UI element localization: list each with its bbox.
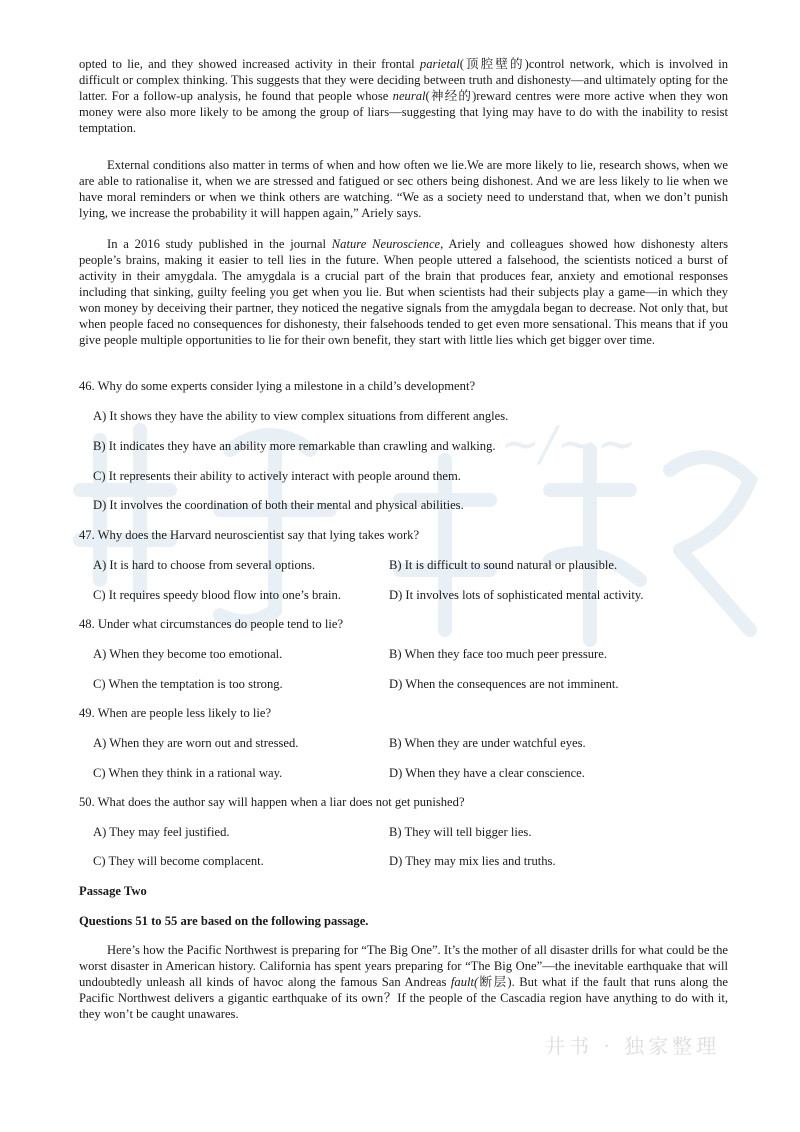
passage-one-paragraph-3: In a 2016 study published in the journal Nature Neuroscience, Ariely and colleagues showed how dishonesty alters people’s brains, making it easier to tell lies in the future. When people uttered a falsehood, the scientists noticed a burst of activity in their amygdala. The amygdala is a crucial part of the brain that produces fear, anxiety and emotional responses including that sinking, guilty feeling you get when you lie. But when scientists had their subjects play a game—in which they won money by deceiving their partner, they noticed the negative signals from the amygdala began to decrease. Not only that, but when people faced no consequences for dishonesty, their falsehoods tended to get even more sensational. This means that if you give people multiple opportunities to lie for their own benefit, they start with little lies which get bigger over time. — [79, 237, 728, 347]
question-50-option-d[interactable]: D) They may mix lies and truths. — [389, 854, 556, 868]
question-47: 47. Why does the Harvard neuroscientist say that lying takes work? — [79, 528, 420, 542]
passage-two-heading: Passage Two — [79, 884, 147, 898]
question-50-option-c[interactable]: C) They will become complacent. — [93, 854, 264, 868]
question-48: 48. Under what circumstances do people tend to lie? — [79, 617, 344, 631]
question-46-option-c[interactable]: C) It represents their ability to actively interact with people around them. — [93, 469, 461, 483]
question-47-option-a[interactable]: A) It is hard to choose from several options. — [93, 558, 316, 572]
question-50-option-b[interactable]: B) They will tell bigger lies. — [389, 825, 532, 839]
passage-two-instruction: Questions 51 to 55 are based on the following passage. — [79, 914, 369, 928]
question-46-option-d[interactable]: D) It involves the coordination of both their mental and physical abilities. — [93, 498, 464, 512]
question-47-option-d[interactable]: D) It involves lots of sophisticated mental activity. — [389, 588, 644, 602]
question-47-option-b[interactable]: B) It is difficult to sound natural or plausible. — [389, 558, 618, 572]
question-49-option-b[interactable]: B) When they are under watchful eyes. — [389, 736, 586, 750]
question-48-option-c[interactable]: C) When the temptation is too strong. — [93, 677, 283, 691]
question-49-option-a[interactable]: A) When they are worn out and stressed. — [93, 736, 299, 750]
question-46-option-a[interactable]: A) It shows they have the ability to view complex situations from different angles. — [93, 409, 509, 423]
question-49: 49. When are people less likely to lie? — [79, 706, 272, 720]
watermark-script-text: ~/~~ — [500, 416, 637, 472]
question-47-option-c[interactable]: C) It requires speedy blood flow into one’s brain. — [93, 588, 341, 602]
passage-one-paragraph-1: opted to lie, and they showed increased activity in their frontal parietal(顶腔壁的)control network, which is involved in difficult or complex thinking. This suggests that they were deciding between truth and dishonesty—and ultimately opting for the latter. For a follow-up analysis, he found that people whose neural(神经的)reward centres were more active when they won money were also more likely to be among the group of liars—suggesting that lying may have to do with the inability to resist temptation. — [79, 57, 729, 135]
watermark-text: 井书 · 独家整理 — [545, 1034, 721, 1058]
question-48-option-b[interactable]: B) When they face too much peer pressure. — [389, 647, 607, 661]
question-49-option-c[interactable]: C) When they think in a rational way. — [93, 766, 283, 780]
passage-two-paragraph-1: Here’s how the Pacific Northwest is preparing for “The Big One”. It’s the mother of all disaster drills for what could be the worst disaster in American history. California has spent years preparing for “The Big One”—the inevitable earthquake that will undoubtedly unleash all kinds of havoc along the famous San Andreas fault(断层). But what if the fault that runs along the Pacific Northwest delivers a gigantic earthquake of its own？If the people of the Cascadia region have anything to do with it, they won’t be caught unawares. — [79, 943, 728, 1021]
question-50: 50. What does the author say will happen when a liar does not get punished? — [79, 795, 465, 809]
question-48-option-d[interactable]: D) When the consequences are not imminent. — [389, 677, 619, 691]
question-46: 46. Why do some experts consider lying a milestone in a child’s development? — [79, 379, 476, 393]
question-46-option-b[interactable]: B) It indicates they have an ability more remarkable than crawling and walking. — [93, 439, 496, 453]
passage-one-paragraph-2: External conditions also matter in terms of when and how often we lie.We are more likely to lie, research shows, when we are able to rationalise it, when we are stressed and fatigued or sec others being dishonest. And we are less likely to lie when we have moral reminders or when we think others are watching. “We as a society need to understand that, when we don’t punish lying, we increase the probability it will happen again,” Ariely says. — [79, 158, 728, 220]
question-48-option-a[interactable]: A) When they become too emotional. — [93, 647, 283, 661]
question-49-option-d[interactable]: D) When they have a clear conscience. — [389, 766, 585, 780]
question-50-option-a[interactable]: A) They may feel justified. — [93, 825, 230, 839]
